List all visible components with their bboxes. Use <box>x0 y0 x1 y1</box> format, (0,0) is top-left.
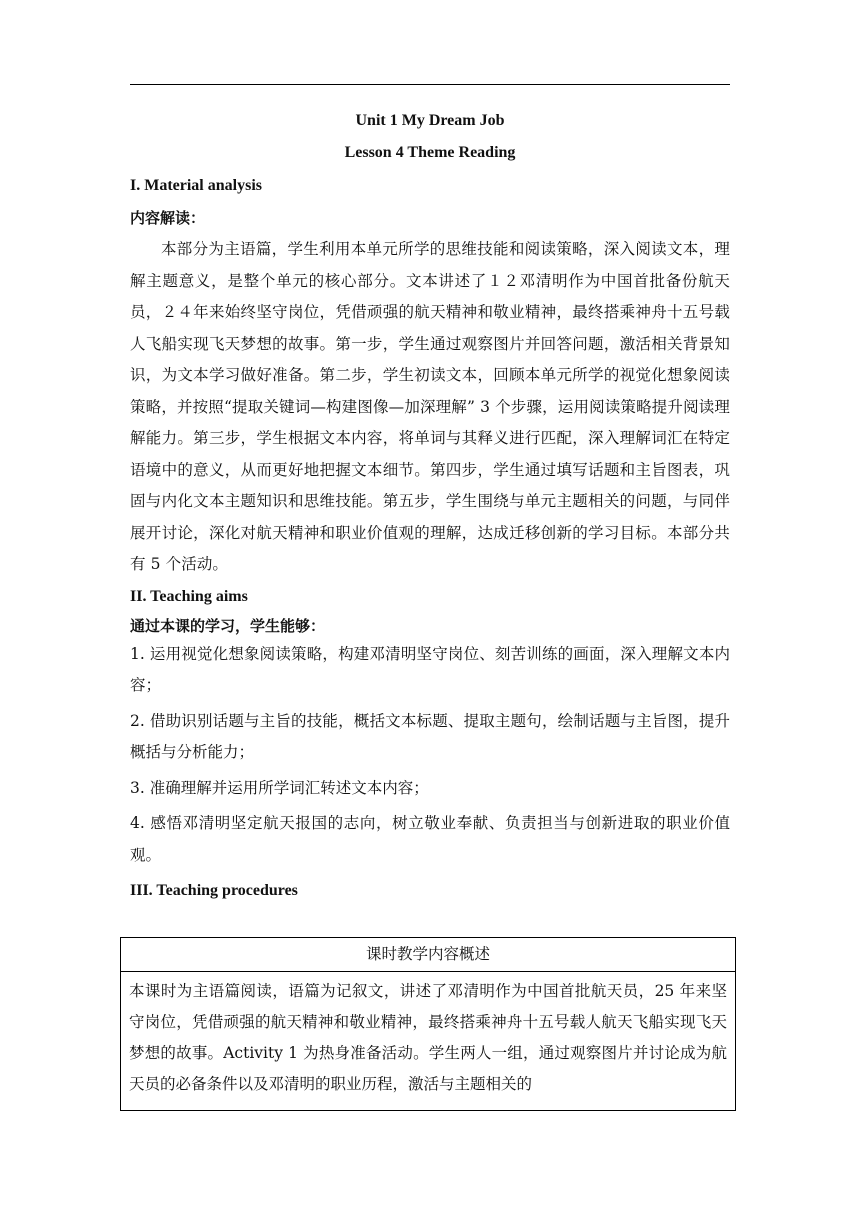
document-title: Unit 1 My Dream Job <box>355 112 505 129</box>
section-heading-teaching-procedures: III. Teaching procedures <box>130 882 298 899</box>
table-header-cell: 课时教学内容概述 <box>121 938 735 972</box>
aim-item-4: 4. 感悟邓清明坚定航天报国的志向，树立敬业奉献、负责担当与创新进取的职业价值观。 <box>130 814 730 864</box>
subheading-students-can: 通过本课的学习，学生能够： <box>130 616 326 635</box>
material-analysis-paragraph: 本部分为主语篇，学生利用本单元所学的思维技能和阅读策略，深入阅读文本，理解主题意义，是整个单元的核心部分。文本讲述了１２邓清明作为中国首批备份航天员，２４年来始终坚守岗位，凭借顽强的航天精神和敬业精神，最终搭乘神舟十五号载人飞船实现飞天梦想的故事。第一步，学生通过观察图片并回答问题，激活相关背景知识，为文本学习做好准备。第二步，学生初读文本，回顾本单元所学的视觉化想象阅读策略，并按照“提取关键词—构建图像—加深理解” 3 个步骤，运用阅读策略提升阅读理解能力。第三步，学生根据文本内容，将单词与其释义进行匹配，深入理解词汇在特定语境中的意义，从而更好地把握文本细节。第四步，学生通过填写话题和主旨图表，巩固与内化文本主题知识和思维技能。第五步，学生围绕与单元主题相关的问题，与同伴展开讨论，深化对航天精神和职业价值观的理解，达成迁移创新的学习目标。本部分共有 5 个活动。 <box>130 240 730 573</box>
document-page <box>130 106 730 907</box>
aim-item-2: 2. 借助识别话题与主旨的技能，概括文本标题、提取主题句，绘制话题与主旨图，提升概括与分析能力； <box>130 711 730 761</box>
aim-item-1: 1. 运用视觉化想象阅读策略，构建邓清明坚守岗位、刻苦训练的画面，深入理解文本内容； <box>130 644 730 694</box>
document-subtitle: Lesson 4 Theme Reading <box>344 144 516 161</box>
section-heading-material-analysis: I. Material analysis <box>130 177 262 194</box>
header-rule <box>130 84 730 85</box>
section-heading-teaching-aims: II. Teaching aims <box>130 587 248 605</box>
lesson-overview-table <box>120 937 736 1111</box>
subheading-content-interpretation: 内容解读： <box>130 209 206 227</box>
aim-item-3: 3. 准确理解并运用所学词汇转述文本内容； <box>130 778 429 797</box>
teaching-aims-list <box>130 639 730 872</box>
table-body-cell: 本课时为主语篇阅读，语篇为记叙文，讲述了邓清明作为中国首批航天员，25 年来坚守岗位，凭借顽强的航天精神和敬业精神，最终搭乘神舟十五号载人航天飞船实现飞天梦想的故事。Activity 1 为热身准备活动。学生两人一组，通过观察图片并讨论成为航天员的必备条件以及邓清明的职业历程，激活与主题相关的 <box>129 982 727 1093</box>
